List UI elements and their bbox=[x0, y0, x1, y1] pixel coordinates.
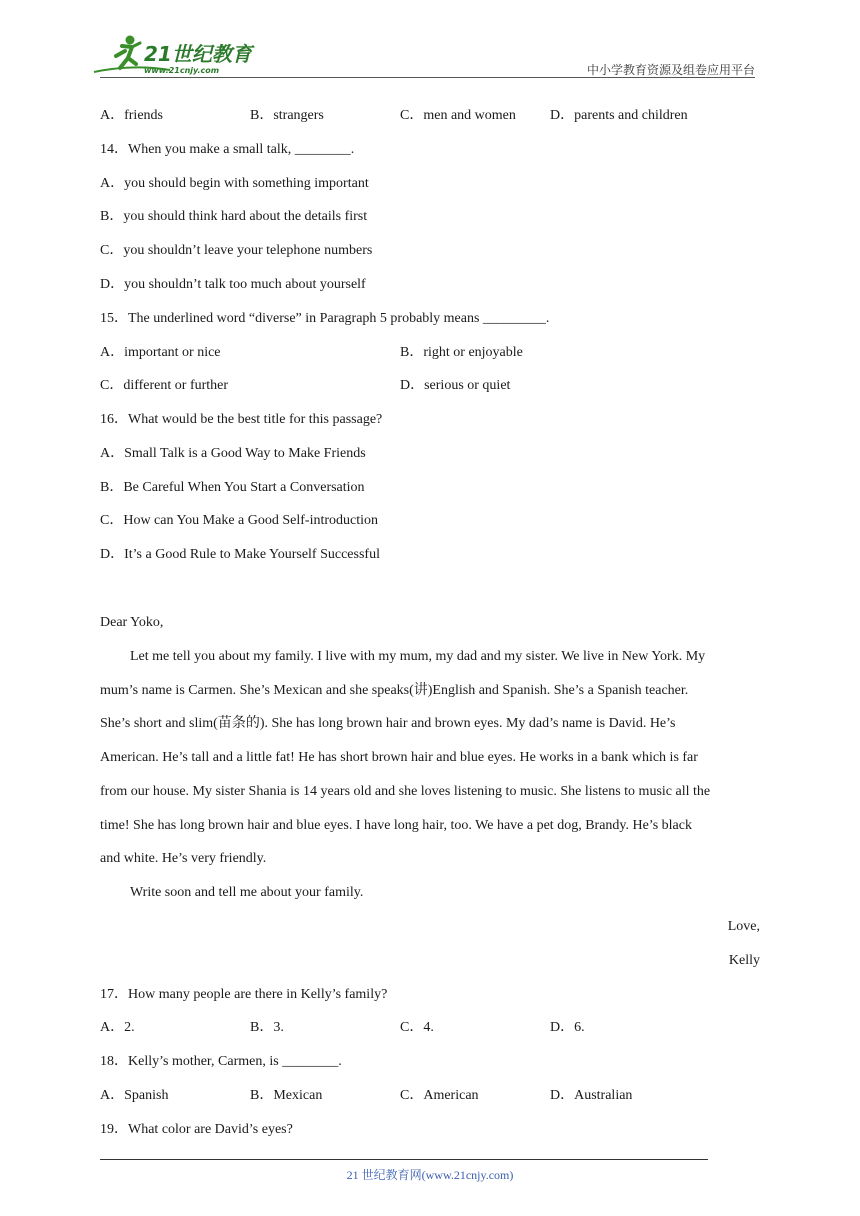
letter-greeting: Dear Yoko, bbox=[100, 615, 164, 630]
q16-option-a: A．Small Talk is a Good Way to Make Friends bbox=[100, 446, 366, 461]
footer-text: 21 世纪教育网(www.21cnjy.com) bbox=[346, 1168, 514, 1182]
q16-option-c: C．How can You Make a Good Self-introduction bbox=[100, 513, 379, 528]
letter-line: time! She has long brown hair and blue eyes. I have long hair, too. We have a pet dog, Brandy. He’s black bbox=[100, 818, 692, 833]
site-logo bbox=[92, 34, 262, 78]
q18-option-c: C．American bbox=[400, 1088, 479, 1103]
letter-line: mum’s name is Carmen. She’s Mexican and she speaks(讲)English and Spanish. She’s a Spanish teacher. bbox=[100, 683, 689, 698]
letter-closing-line: Write soon and tell me about your family. bbox=[130, 885, 364, 900]
q14-option-a: A．you should begin with something important bbox=[100, 176, 369, 191]
q19-stem: 19．What color are David’s eyes? bbox=[100, 1122, 293, 1137]
q15-option-c: C．different or further bbox=[100, 378, 229, 393]
q14-stem: 14．When you make a small talk, ________. bbox=[100, 142, 355, 157]
letter-line: She’s short and slim(苗条的). She has long brown hair and brown eyes. My dad’s name is David. He’s bbox=[100, 716, 676, 731]
header-divider bbox=[100, 77, 755, 78]
letter-sign-love: Love, bbox=[727, 919, 760, 934]
q18-option-a: A．Spanish bbox=[100, 1088, 169, 1103]
q17-option-b: B．3. bbox=[250, 1020, 284, 1035]
q17-option-d: D．6. bbox=[550, 1020, 585, 1035]
q17-stem: 17．How many people are there in Kelly’s family? bbox=[100, 987, 388, 1002]
q15-option-a: A．important or nice bbox=[100, 345, 221, 360]
q13-option-a: A．friends bbox=[100, 108, 163, 123]
q18-stem: 18．Kelly’s mother, Carmen, is ________. bbox=[100, 1054, 342, 1069]
q13-option-b: B．strangers bbox=[250, 108, 324, 123]
footer-divider bbox=[100, 1159, 708, 1160]
q15-option-d: D．serious or quiet bbox=[400, 378, 511, 393]
q13-option-c: C．men and women bbox=[400, 108, 516, 123]
letter-line: Let me tell you about my family. I live with my mum, my dad and my sister. We live in New York. My bbox=[130, 649, 706, 664]
letter-sign-name: Kelly bbox=[728, 953, 760, 968]
q18-option-d: D．Australian bbox=[550, 1088, 633, 1103]
q13-option-d: D．parents and children bbox=[550, 108, 688, 123]
header-tagline: 中小学教育资源及组卷应用平台 bbox=[586, 63, 755, 77]
q15-stem: 15．The underlined word “diverse” in Paragraph 5 probably means _________. bbox=[100, 311, 550, 326]
q17-option-c: C．4. bbox=[400, 1020, 434, 1035]
q17-option-a: A．2. bbox=[100, 1020, 135, 1035]
q16-option-d: D．It’s a Good Rule to Make Yourself Successful bbox=[100, 547, 380, 562]
q14-option-c: C．you shouldn’t leave your telephone numbers bbox=[100, 243, 373, 258]
q14-option-d: D．you shouldn’t talk too much about yourself bbox=[100, 277, 366, 292]
logo-text: 21世纪教育 bbox=[144, 42, 252, 66]
logo-url: www.21cnjy.com bbox=[144, 66, 220, 75]
letter-line: American. He’s tall and a little fat! He has short brown hair and blue eyes. He works in a bank which is far bbox=[100, 750, 698, 765]
q18-option-b: B．Mexican bbox=[250, 1088, 323, 1103]
q16-stem: 16．What would be the best title for this passage? bbox=[100, 412, 383, 427]
letter-line: and white. He’s very friendly. bbox=[100, 851, 267, 866]
q14-option-b: B．you should think hard about the details first bbox=[100, 209, 368, 224]
page-header bbox=[0, 0, 860, 80]
letter-line: from our house. My sister Shania is 14 years old and she loves listening to music. She listens to music all the bbox=[100, 784, 711, 799]
q15-option-b: B．right or enjoyable bbox=[400, 345, 523, 360]
q16-option-b: B．Be Careful When You Start a Conversation bbox=[100, 480, 365, 495]
